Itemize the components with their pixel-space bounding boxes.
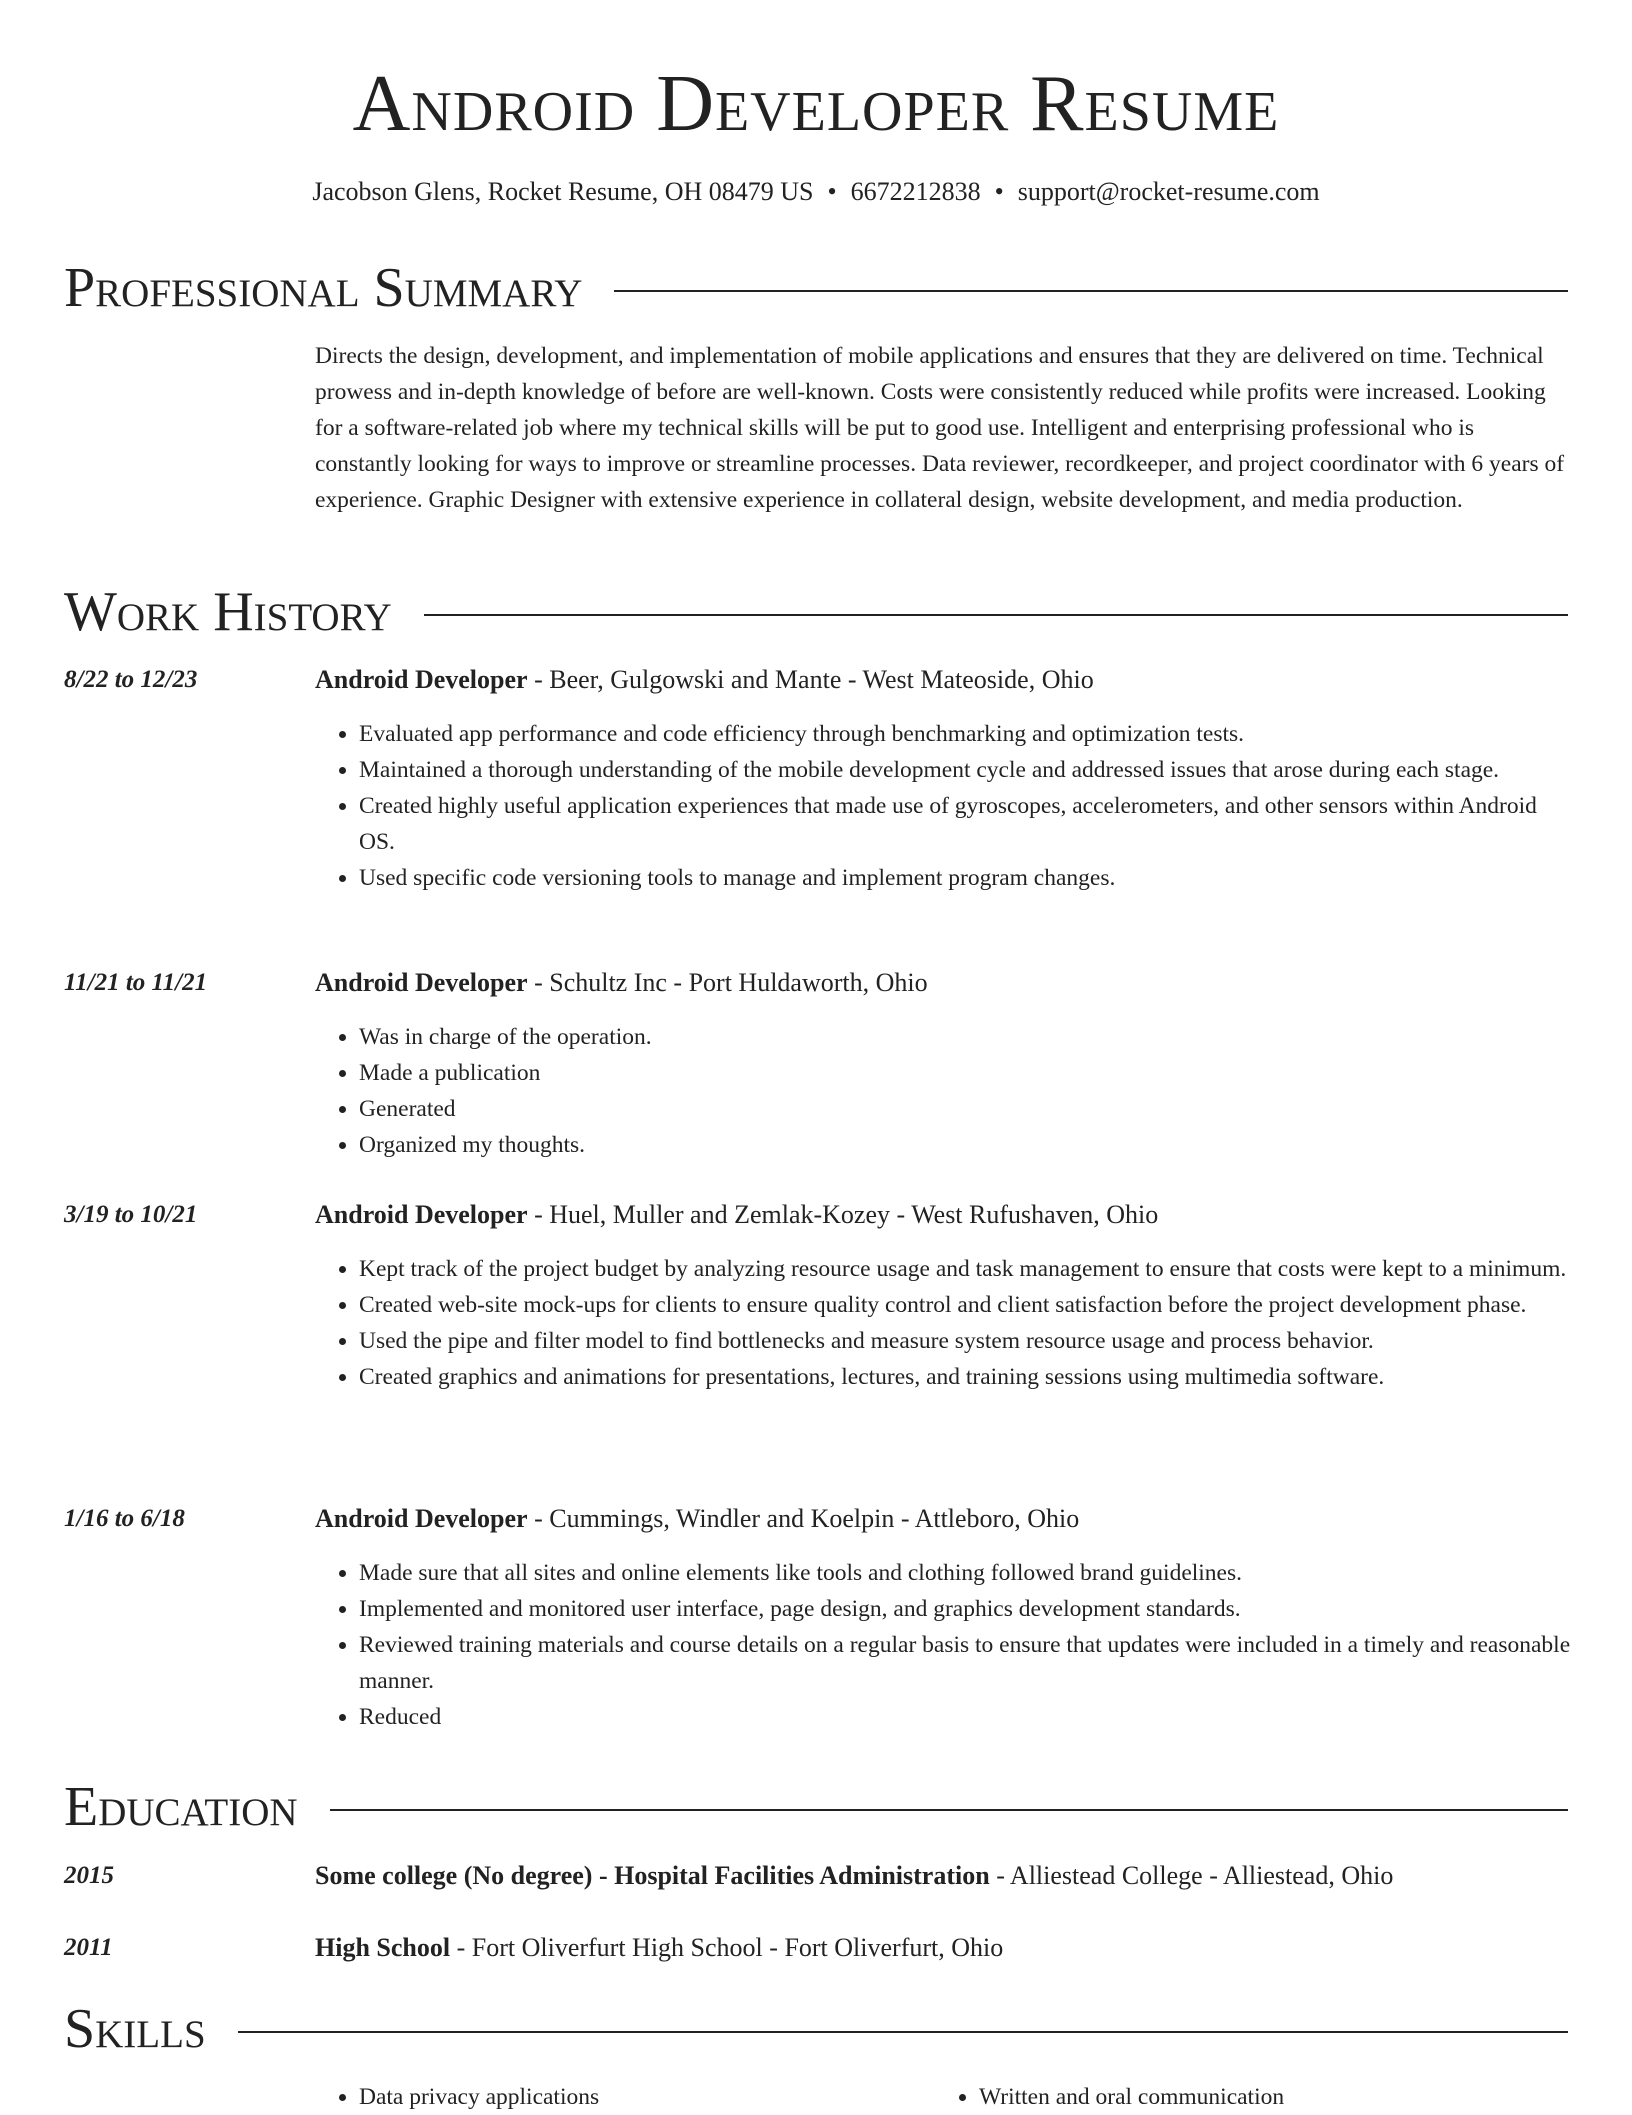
summary-text: Directs the design, development, and implementation of mobile applications and ensures that they are delivered on time. Technical prowess and in-depth knowledge of before are well-known. Costs were consistently reduced while profits were increased. Looking for a software-related job where my technical skills will be put to good use. Intelligent and enterprising professional who is constantly looking for ways to improve or streamline processes. Data reviewer, recordkeeper, and project coordinator with 6 years of experience. Graphic Designer with extensive experience in collateral design, website development, and media production. (315, 343, 1565, 513)
job-bullet: • Was in charge of the operation. (359, 1019, 1575, 1055)
education-degree: Some college (No degree) - Hospital Facilities Administration (315, 1861, 990, 1890)
job-details: - Beer, Gulgowski and Mante - West Mateoside, Ohio (527, 665, 1094, 694)
job-bullet: • Implemented and monitored user interface, page design, and graphics development standards. (359, 1591, 1575, 1627)
section-skills (64, 1994, 1568, 2064)
skill-item: • Written and oral communication (979, 2079, 1535, 2115)
job-title: Android Developer (315, 1200, 528, 1229)
job-bullet: • Reviewed training materials and course details on a regular basis to ensure that updates were included in a timely and reasonable manner. (359, 1627, 1575, 1699)
section-education (64, 1772, 1568, 1842)
job-bullets (315, 1251, 1575, 1395)
job-bullets (315, 1019, 1575, 1163)
job-bullet: • Made sure that all sites and online elements like tools and clothing followed brand guidelines. (359, 1555, 1575, 1591)
job-header (315, 965, 1575, 1001)
contact-separator: • (994, 177, 1004, 206)
job-bullets (315, 716, 1575, 896)
skills-column-right (935, 2079, 1535, 2115)
section-heading: Skills (64, 1998, 206, 2060)
education-entry (315, 1930, 1575, 1966)
job-details: - Cummings, Windler and Koelpin - Attleboro, Ohio (527, 1504, 1080, 1533)
job-title: Android Developer (315, 665, 528, 694)
job-dates: 11/21 to 11/21 (64, 969, 208, 996)
job-bullet: • Made a publication (359, 1055, 1575, 1091)
job-details: - Huel, Muller and Zemlak-Kozey - West Rufushaven, Ohio (527, 1200, 1159, 1229)
job-bullet: • Used the pipe and filter model to find bottlenecks and measure system resource usage and process behavior. (359, 1323, 1575, 1359)
job-title: Android Developer (315, 968, 528, 997)
job-title: Android Developer (315, 1504, 528, 1533)
education-entry (315, 1858, 1575, 1894)
job-header (315, 662, 1575, 698)
job-bullet: • Reduced (359, 1699, 1575, 1735)
job-bullet: • Maintained a thorough understanding of the mobile development cycle and addressed issues that arose during each stage. (359, 752, 1575, 788)
skill-item: • Data privacy applications (359, 2079, 915, 2115)
section-divider (614, 290, 1568, 292)
job-bullet: • Organized my thoughts. (359, 1127, 1575, 1163)
section-work-history (64, 577, 1568, 647)
job-bullet: • Kept track of the project budget by analyzing resource usage and task management to ensure that costs were kept to a minimum. (359, 1251, 1575, 1287)
skills-column-left (315, 2079, 915, 2115)
job-bullet: • Used specific code versioning tools to manage and implement program changes. (359, 860, 1575, 896)
job-bullet: • Created graphics and animations for presentations, lectures, and training sessions using multimedia software. (359, 1359, 1575, 1395)
education-details: - Fort Oliverfurt High School - Fort Oliverfurt, Ohio (450, 1933, 1004, 1962)
education-degree: High School (315, 1933, 451, 1962)
job-bullet: • Created web-site mock-ups for clients to ensure quality control and client satisfaction before the project development phase. (359, 1287, 1575, 1323)
contact-line (0, 174, 1632, 210)
job-header (315, 1501, 1575, 1537)
contact-phone: 6672212838 (850, 177, 981, 206)
resume-title: Android Developer Resume (352, 60, 1280, 148)
education-year: 2011 (64, 1934, 113, 1961)
job-header (315, 1197, 1575, 1233)
job-bullets (315, 1555, 1575, 1735)
section-heading: Work History (64, 581, 392, 643)
contact-email: support@rocket-resume.com (1017, 177, 1320, 206)
job-bullet: • Created highly useful application experiences that made use of gyroscopes, accelerometers, and other sensors within Android OS. (359, 788, 1575, 860)
contact-address: Jacobson Glens, Rocket Resume, OH 08479 US (312, 177, 814, 206)
section-professional-summary (64, 253, 1568, 323)
section-divider (330, 1809, 1568, 1811)
education-year: 2015 (64, 1862, 114, 1889)
section-heading: Education (64, 1776, 298, 1838)
section-divider (238, 2031, 1568, 2033)
section-divider (424, 614, 1568, 616)
section-heading: Professional Summary (64, 257, 583, 319)
job-dates: 1/16 to 6/18 (64, 1505, 185, 1532)
job-bullet: • Generated (359, 1091, 1575, 1127)
job-dates: 3/19 to 10/21 (64, 1201, 198, 1228)
job-dates: 8/22 to 12/23 (64, 666, 198, 693)
job-bullet: • Evaluated app performance and code efficiency through benchmarking and optimization tests. (359, 716, 1575, 752)
contact-separator: • (827, 177, 837, 206)
job-details: - Schultz Inc - Port Huldaworth, Ohio (527, 968, 928, 997)
education-details: - Alliestead College - Alliestead, Ohio (989, 1861, 1394, 1890)
